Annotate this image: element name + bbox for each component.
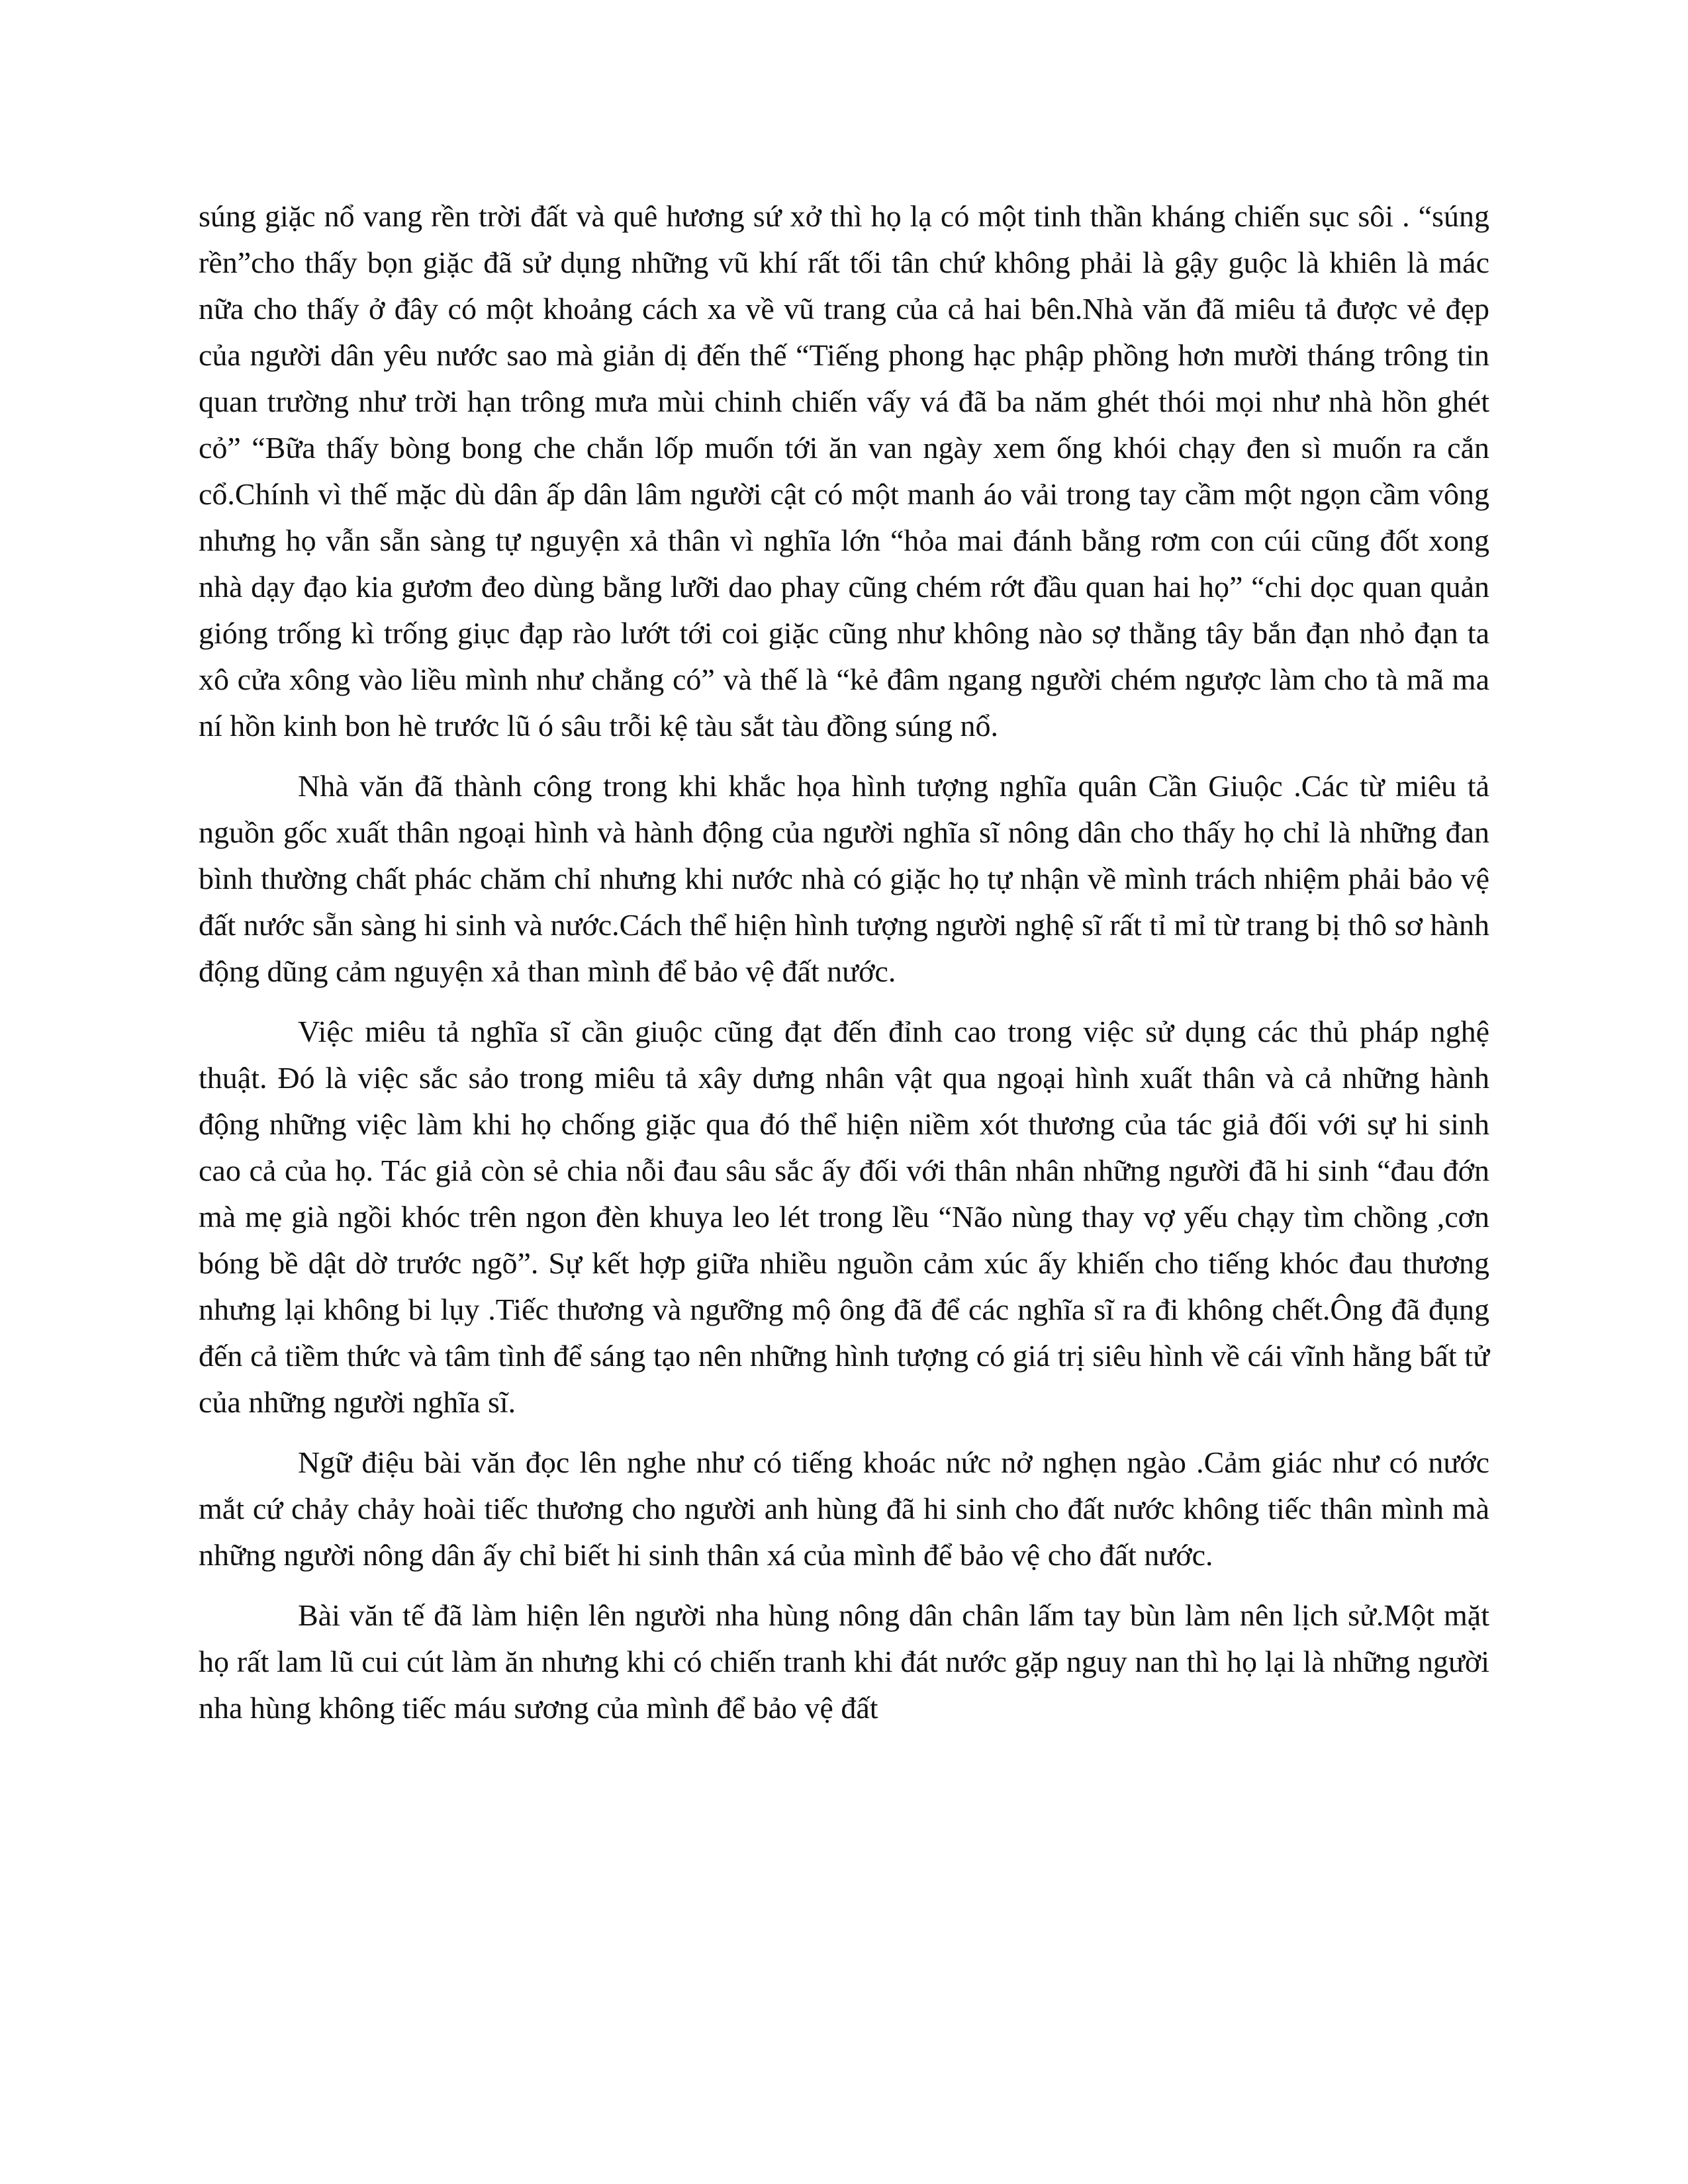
- paragraph-2: Nhà văn đã thành công trong khi khắc họa hình tượng nghĩa quân Cần Giuộc .Các từ miêu tả nguồn gốc xuất thân ngoại hình và hành động của người nghĩa sĩ nông dân cho thấy họ chỉ là những đan bình thường chất phác chăm chỉ nhưng khi nước nhà có giặc họ tự nhận về mình trách nhiệm phải bảo vệ đất nước sẵn sàng hi sinh và nước.Cách thể hiện hình tượng người nghệ sĩ rất tỉ mỉ từ trang bị thô sơ hành động dũng cảm nguyện xả than mình để bảo vệ đất nước.: [199, 769, 1489, 988]
- document-body: [199, 193, 1489, 1731]
- paragraph-1: súng giặc nổ vang rền trời đất và quê hương sứ xở thì họ lạ có một tinh thần kháng chiến sục sôi . “súng rền”cho thấy bọn giặc đã sử dụng những vũ khí rất tối tân chứ không phải là gậy guộc là khiên là mác nữa cho thấy ở đây có một khoảng cách xa về vũ trang của cả hai bên.Nhà văn đã miêu tả được vẻ đẹp của người dân yêu nước sao mà giản dị đến thế “Tiếng phong hạc phập phồng hơn mười tháng trông tin quan trường như trời hạn trông mưa mùi chinh chiến vấy vá đã ba năm ghét thói mọi như nhà hồn ghét cỏ” “Bữa thấy bòng bong che chắn lốp muốn tới ăn van ngày xem ống khói chạy đen sì muốn ra cắn cổ.Chính vì thế mặc dù dân ấp dân lâm người cật có một manh áo vải trong tay cầm một ngọn cầm vông nhưng họ vẫn sẵn sàng tự nguyện xả thân vì nghĩa lớn “hỏa mai đánh bằng rơm con cúi cũng đốt xong nhà dạy đạo kia gươm đeo dùng bằng lưỡi dao phay cũng chém rớt đầu quan hai họ” “chi dọc quan quản gióng trống kì trống giục đạp rào lướt tới coi giặc cũng như không nào sợ thằng tây bắn đạn nhỏ đạn ta xô cửa xông vào liều mình như chẳng có” và thế là “kẻ đâm ngang người chém ngược làm cho tà mã ma ní hồn kinh bon hè trước lũ ó sâu trỗi kệ tàu sắt tàu đồng súng nổ.: [199, 199, 1489, 743]
- paragraph-5: Bài văn tế đã làm hiện lên người nha hùng nông dân chân lấm tay bùn làm nên lịch sử.Một mặt họ rất lam lũ cui cút làm ăn nhưng khi có chiến tranh khi đát nước gặp nguy nan thì họ lại là những người nha hùng không tiếc máu sương của mình để bảo vệ đất: [199, 1598, 1489, 1725]
- paragraph-3: Việc miêu tả nghĩa sĩ cần giuộc cũng đạt đến đỉnh cao trong việc sử dụng các thủ pháp nghệ thuật. Đó là việc sắc sảo trong miêu tả xây dưng nhân vật qua ngoại hình xuất thân và cả những hành động những việc làm khi họ chống giặc qua đó thể hiện niềm xót thương của tác giả đối với sự hi sinh cao cả của họ. Tác giả còn sẻ chia nỗi đau sâu sắc ấy đối với thân nhân những người đã hi sinh “đau đớn mà mẹ già ngồi khóc trên ngon đèn khuya leo lét trong lều “Não nùng thay vợ yếu chạy tìm chồng ,cơn bóng bề dật dờ trước ngõ”. Sự kết hợp giữa nhiều nguồn cảm xúc ấy khiến cho tiếng khóc đau thương nhưng lại không bi lụy .Tiếc thương và ngưỡng mộ ông đã để các nghĩa sĩ ra đi không chết.Ông đã đụng đến cả tiềm thức và tâm tình để sáng tạo nên những hình tượng có giá trị siêu hình về cái vĩnh hằng bất tử của những người nghĩa sĩ.: [199, 1015, 1489, 1419]
- paragraph-4: Ngữ điệu bài văn đọc lên nghe như có tiếng khoác nức nở nghẹn ngào .Cảm giác như có nước mắt cứ chảy chảy hoài tiếc thương cho người anh hùng đã hi sinh cho đất nước không tiếc thân mình mà những người nông dân ấy chỉ biết hi sinh thân xá của mình để bảo vệ cho đất nước.: [199, 1445, 1489, 1572]
